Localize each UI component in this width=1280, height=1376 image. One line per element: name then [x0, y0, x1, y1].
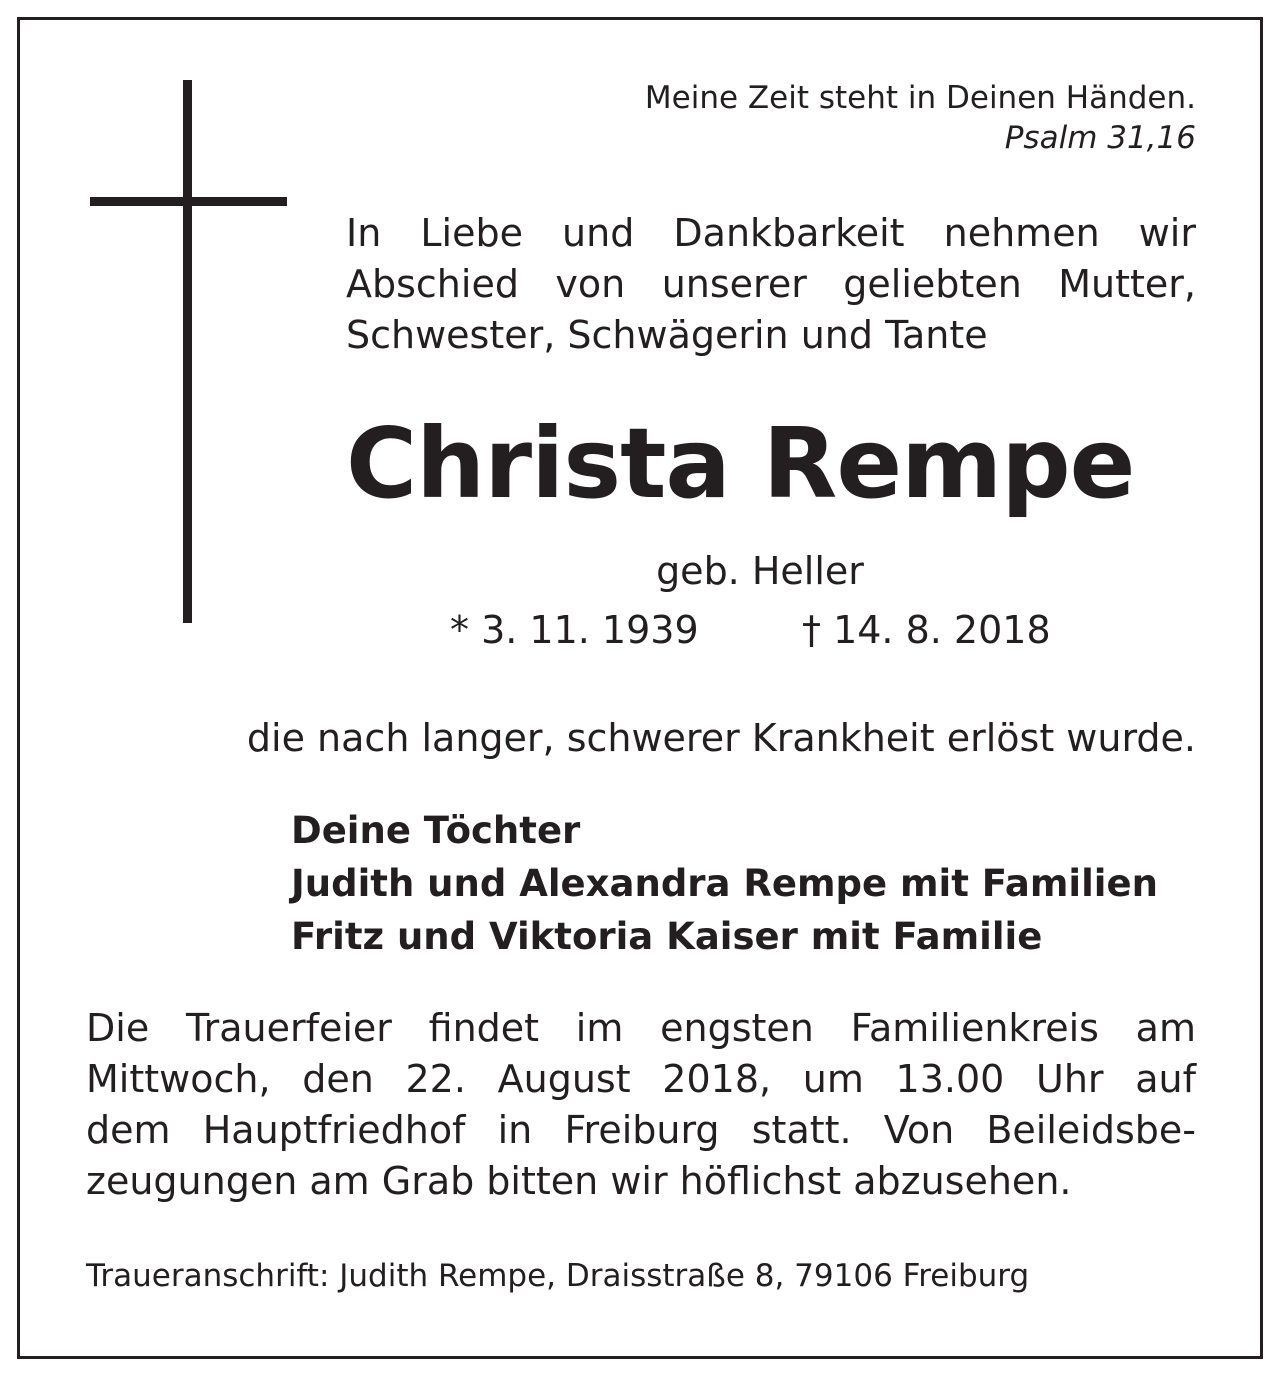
funeral-notice	[86, 1003, 1196, 1207]
funeral-line: zeugungen am Grab bitten wir höflichst abzusehen.	[86, 1159, 1072, 1203]
motto	[645, 78, 1196, 158]
deceased-name: Christa Rempe	[346, 407, 1135, 520]
intro-line: Schwester, Schwägerin und Tante	[346, 313, 988, 357]
intro-line: In Liebe und Dankbarkeit nehmen wir	[346, 211, 1196, 255]
birth-date: * 3. 11. 1939	[450, 608, 699, 652]
funeral-line: Mittwoch, den 22. August 2018, um 13.00 Uhr auf	[86, 1057, 1196, 1101]
cross-icon	[183, 80, 192, 623]
motto-source: Psalm 31,16	[1004, 120, 1196, 156]
birth-name: geb. Heller	[656, 549, 864, 593]
funeral-line: Die Trauerfeier findet im engsten Familienkreis am	[86, 1006, 1196, 1050]
mourners-list	[291, 804, 1158, 963]
mourner-line: Judith und Alexandra Rempe mit Familien	[291, 862, 1158, 905]
intro-line: Abschied von unserer geliebten Mutter,	[346, 262, 1196, 306]
death-date: † 14. 8. 2018	[802, 608, 1051, 652]
mourning-address: Traueranschrift: Judith Rempe, Draisstraße 8, 79106 Freiburg	[86, 1258, 1030, 1294]
motto-quote: Meine Zeit steht in Deinen Händen.	[644, 80, 1196, 116]
release-text: die nach langer, schwerer Krankheit erlöst wurde.	[246, 716, 1196, 760]
mourner-line: Deine Töchter	[291, 809, 581, 852]
cross-icon-bar	[90, 197, 287, 206]
funeral-line: dem Hauptfriedhof in Freiburg statt. Von Beileidsbe-	[86, 1108, 1196, 1152]
intro-text	[346, 208, 1196, 361]
mourner-line: Fritz und Viktoria Kaiser mit Familie	[291, 915, 1043, 958]
